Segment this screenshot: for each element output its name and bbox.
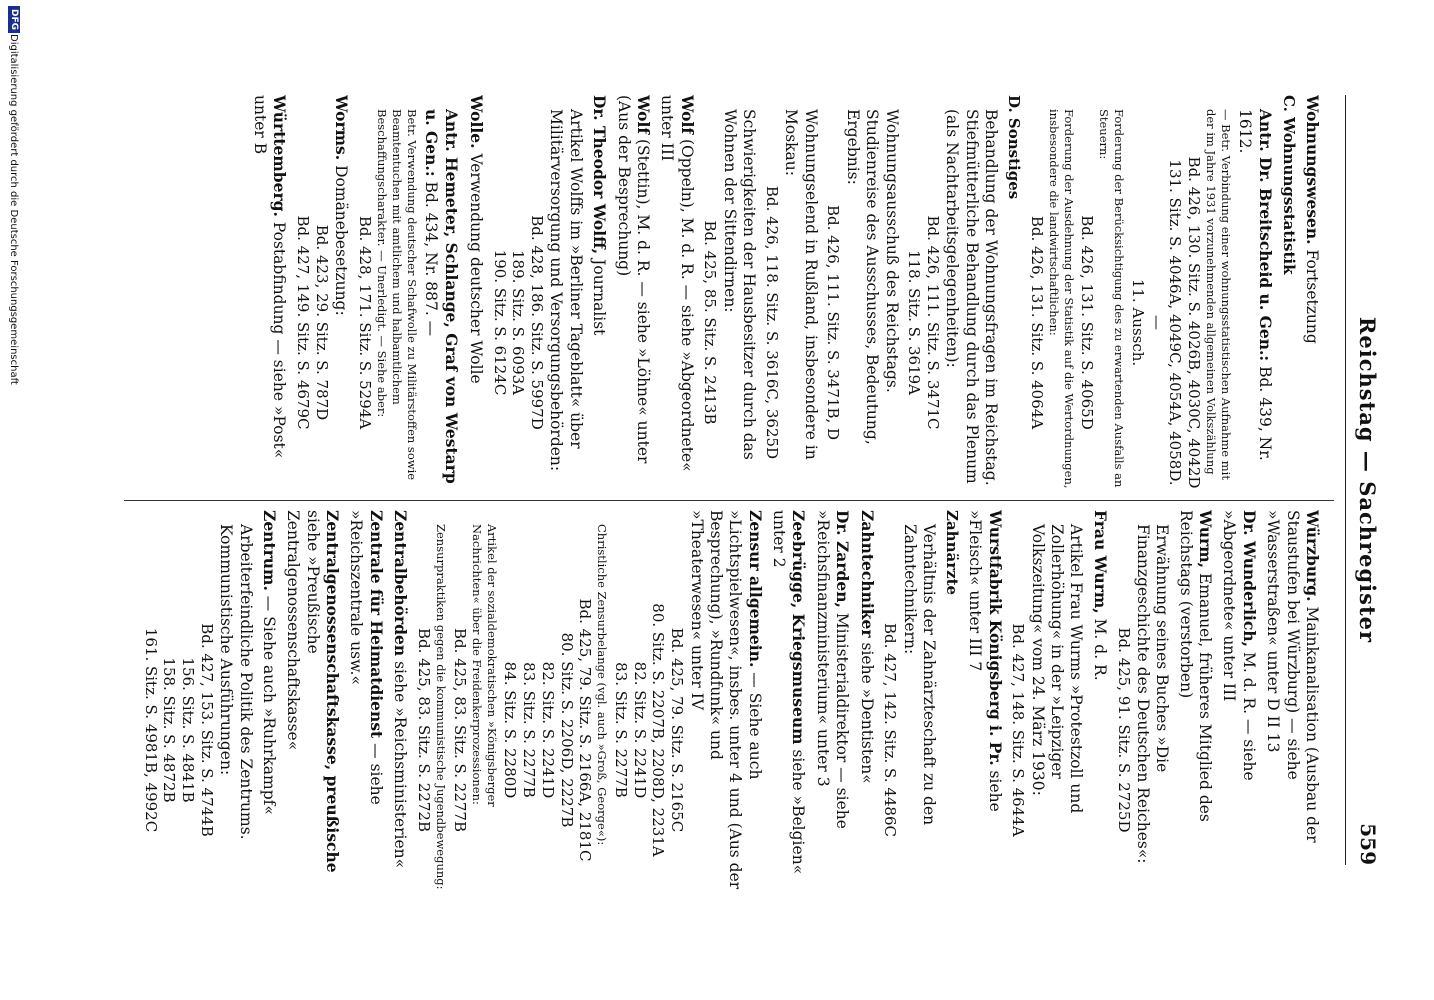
- entry-text: Bd. 439, Nr. 1612.: [1236, 109, 1274, 461]
- entry-keyword: Zentralgenossenschaftskasse, preußische: [323, 510, 343, 873]
- entry-text: Bd. 425, 91. Sitz. S. 2725D: [1114, 627, 1133, 833]
- entry-text: Bd. 426, 111. Sitz. S. 3471C: [924, 215, 943, 430]
- left-column: [116, 95, 1326, 490]
- entry-text: 156. Sitz. S. 4841B: [179, 657, 198, 803]
- entry-text: Mainkanalisation (Ausbau der Staustufen bei Würzburg) — siehe »Wasserstraßen« unter D II 13: [1264, 510, 1321, 843]
- entry-text: Bd. 425, 83. Sitz. S. 2277B: [450, 628, 469, 832]
- entry-text: Bd. 428, 171. Sitz. S. 5294A: [355, 215, 374, 430]
- entry-text: 118. Sitz. S. 3619A: [905, 250, 924, 395]
- index-entry: [813, 510, 853, 890]
- index-entry: [421, 95, 462, 490]
- index-entry: [259, 510, 279, 890]
- index-entry: [414, 510, 433, 890]
- index-entry: [1147, 95, 1185, 490]
- index-entry: [781, 95, 820, 490]
- entry-text: M. d. R. — siehe »Abgeordnete« unter III: [1220, 510, 1258, 781]
- entry-text: (Oppeln), M. d. R. — siehe »Abgeordnete« unter III: [658, 95, 696, 472]
- index-entry: [594, 510, 609, 890]
- entry-text: Bd. 426, 131. Sitz. S. 4064A: [1027, 215, 1046, 430]
- index-entry: [843, 95, 901, 490]
- entry-text: Artikel Frau Wurms »Protestzoll und Zollerhöhung« in der »Leipziger Volkszeitung« vom 24. März 1930:: [1028, 524, 1086, 814]
- entry-keyword: Worms.: [332, 95, 352, 161]
- index-entry: [923, 95, 942, 490]
- right-column: [116, 510, 1326, 890]
- index-entry: [720, 95, 759, 490]
- entry-text: — siehe »Reichszentrale usw.«: [347, 510, 385, 805]
- entry-text: 80. Sitz. S. 2206D, 2227B: [557, 632, 576, 828]
- entry-text: — Siehe auch »Lichtspielwesen«, insbes. unter 4 und (Aus der Besprechung), »Rundfunk« und »Theaterwesen« unter IV: [687, 510, 764, 890]
- entry-text: Artikel Wolffs im »Berliner Tageblatt« über Militärversorgung und Versorgungsbehörden:: [547, 109, 585, 472]
- entry-text: 131. Sitz. S. 4046A, 4049C, 4054A, 4058D. —: [1147, 159, 1185, 486]
- index-entry: [466, 95, 486, 490]
- entry-text: Bd. 423, 29. Sitz. S. 787D: [312, 224, 331, 421]
- index-entry: [178, 510, 197, 890]
- entry-text: siehe »Reichsministerien«: [391, 661, 410, 869]
- entry-text: Erwähnung seines Buches »Die Finanzgeschichte des Deutschen Reiches«:: [1134, 524, 1172, 864]
- entry-keyword: Frau Wurm,: [1090, 510, 1110, 614]
- index-entry: [576, 510, 595, 890]
- index-entry: [374, 95, 419, 490]
- entry-text: siehe »Preußische Zentralgenossenschaftskasse«: [284, 510, 322, 751]
- index-entry: [589, 95, 609, 490]
- entry-text: 11. Aussch.: [1129, 278, 1147, 367]
- index-entry: [450, 510, 469, 890]
- index-entry: [346, 510, 386, 890]
- entry-text: Bd. 427, 148. Sitz. S. 4644A: [1009, 623, 1028, 837]
- entry-text: 82. Sitz. S. 2241D: [538, 661, 557, 799]
- entry-text: 80. Sitz. S. 2207B, 2208D, 2231A: [649, 603, 668, 857]
- index-entry: [1175, 510, 1215, 890]
- index-entry: [546, 95, 585, 490]
- entry-text: — Betr. Verbindung einer wohnungsstatistischen Aufnahme mit der im Jahre 1931 vorzunehmenden allgemeinen Volkszählung: [1204, 109, 1234, 480]
- entry-text: M. d. R.: [1090, 618, 1109, 681]
- entry-text: Forderung der Ausdehnung der Statistik auf die Wertordnungen, insbesondere die landwirtschaftlichen:: [1046, 109, 1076, 489]
- entry-text: Bd. 426, 130. Sitz. S. 4026B, 4030C, 4042D: [1185, 156, 1204, 489]
- entry-text: 83. Sitz. S. 2277B: [520, 662, 539, 798]
- index-entry: [1302, 95, 1322, 490]
- entry-text: Fortsetzung: [1303, 249, 1321, 344]
- column-divider: [124, 500, 1334, 501]
- entry-text: (Stettin), M. d. R. — siehe »Löhne« unter (Aus der Besprechung): [614, 95, 652, 464]
- entry-text: Verhältnis der Zahnärzteschaft zu den Zahntechnikern:: [900, 524, 939, 826]
- index-entry: [613, 95, 653, 490]
- page-number: 559: [1356, 823, 1380, 865]
- index-entry: [1185, 95, 1204, 490]
- entry-text: Ministerialdirektor — siehe »Reichsfinanzministerium« unter 3: [813, 510, 852, 829]
- index-entry: [701, 95, 720, 490]
- entry-text: 82. Sitz. S. 2241D: [630, 661, 649, 799]
- index-entry: [1128, 95, 1147, 490]
- entry-keyword: Zentrum.: [260, 510, 279, 591]
- entry-text: 83. Sitz. S. 2277B: [612, 662, 630, 798]
- index-entry: [686, 510, 765, 890]
- index-entry: [527, 95, 546, 490]
- entry-keyword: Zentrale für Heimatdienst: [366, 510, 386, 739]
- index-entry: [769, 510, 809, 890]
- index-entry: [1133, 510, 1172, 890]
- entry-text: Bd. 425, 83. Sitz. S. 2272B: [415, 628, 433, 832]
- index-entry: [509, 95, 528, 490]
- entry-text: 190. Sitz. S. 6124C: [490, 249, 509, 396]
- index-entry: [1114, 510, 1133, 890]
- index-entry: [390, 510, 410, 890]
- entry-keyword: Zahnärzte: [942, 510, 961, 596]
- entry-text: 158. Sitz. S. 4872B: [160, 657, 179, 803]
- index-entry: [942, 95, 1000, 490]
- entry-text: — Siehe auch »Ruhrkampf«: [260, 595, 278, 815]
- entry-keyword: Dr. Theodor Wolff,: [590, 95, 610, 255]
- index-entry: [762, 95, 781, 490]
- entry-text: Arbeiterfeindliche Politik des Zentrums. Kommunistische Ausführungen:: [217, 524, 255, 840]
- entry-text: Bd. 428, 186. Sitz. S. 5997D: [528, 215, 547, 430]
- index-entry: [942, 510, 961, 890]
- entry-keyword: Wolf: [677, 95, 697, 135]
- entry-keyword: Zentralbehörden: [391, 510, 411, 657]
- entry-keyword: Württemberg.: [270, 95, 290, 217]
- index-entry: [1009, 510, 1028, 890]
- entry-text: Schwierigkeiten der Hausbesitzer durch das Wohnen der Sittendirnen:: [720, 109, 759, 460]
- index-entry: [538, 510, 557, 890]
- header-rule: [1345, 95, 1346, 865]
- entry-text: Emanuel, früheres Mitglied des Reichstags (verstorben): [1176, 510, 1215, 822]
- index-entry: [1263, 510, 1322, 890]
- entry-text: Bd. 426, 111. Sitz. S. 3471B, D: [824, 204, 843, 441]
- entry-text: Betr. Verwendung deutscher Schafwolle zu Militärstoffen sowie Beamtentuchen mit amtlichem und halbamtlichem Beschaffungscharakter. — Unerledigt. — Siehe aber:: [374, 109, 419, 481]
- index-entry: [355, 95, 374, 490]
- entry-keyword: Wohnungswesen.: [1303, 95, 1322, 245]
- entry-text: Bd. 434, Nr. 887. —: [422, 181, 441, 337]
- index-entry: [1096, 95, 1126, 490]
- entry-text: Bd. 427, 142. Sitz. S. 4486C: [881, 623, 900, 837]
- index-entry: [283, 510, 342, 890]
- entry-text: Christliche Zensurbelange (vgl. auch »Groß, George«):: [595, 524, 610, 846]
- page-header: [1350, 95, 1380, 865]
- page-footer: [2, 0, 22, 1000]
- entry-text: Verwendung deutscher Wolle: [466, 153, 485, 384]
- entry-text: siehe »Fleisch« unter III 7: [966, 510, 1004, 812]
- entry-keyword: Würzburg.: [1303, 510, 1322, 602]
- index-entry: [293, 95, 312, 490]
- page-title: Reichstag — Sachregister: [1355, 316, 1380, 644]
- index-entry: [312, 95, 331, 490]
- entry-keyword: Antr. Dr. Breitscheid u. Gen.:: [1255, 109, 1275, 362]
- entry-text: Bd. 426, 118. Sitz. S. 3616C, 3625D: [763, 185, 781, 460]
- index-entry: [1219, 510, 1259, 890]
- index-entry: [1004, 95, 1023, 490]
- index-entry: [1027, 95, 1046, 490]
- footer-credit: Digitalisierung gefördert durch die Deutsche Forschungsgemeinschaft: [8, 34, 19, 385]
- entry-keyword: Antr. Hemeter, Schlange, Graf von Westarp u. Gen.:: [422, 109, 462, 484]
- index-entry: [519, 510, 538, 890]
- index-entry: [160, 510, 179, 890]
- index-entry: [1090, 510, 1110, 890]
- index-entry: [197, 510, 216, 890]
- index-entry: [824, 95, 843, 490]
- index-entry: [668, 510, 687, 890]
- entry-text: siehe »Dentisten«: [857, 642, 876, 784]
- entry-text: Bd. 425, 79. Sitz. S. 2165C: [668, 627, 687, 833]
- entry-text: Domänebesetzung:: [332, 165, 351, 316]
- index-entry: [250, 95, 290, 490]
- entry-text: Wohnungsausschuß des Reichstags. Studienreise des Ausschusses, Bedeutung, Ergebnis:: [843, 109, 901, 445]
- entry-keyword: Zahntechniker: [857, 510, 877, 638]
- index-entry: [490, 95, 509, 490]
- entry-text: Bd. 426, 131. Sitz. S. 4065D: [1078, 215, 1097, 430]
- entry-keyword: Wolle.: [466, 95, 486, 149]
- index-entry: [630, 510, 649, 890]
- index-entry: [216, 510, 255, 890]
- entry-text: Forderung der Berücksichtigung des zu erwartenden Ausfalls an Steuern:: [1097, 109, 1127, 488]
- index-entry: [1279, 95, 1298, 490]
- index-entry: [611, 510, 630, 890]
- index-entry: [1235, 95, 1275, 490]
- entry-keyword: Zensur allgemein.: [745, 510, 765, 668]
- entry-keyword: Dr. Zarden,: [833, 510, 853, 608]
- index-entry: [649, 510, 668, 890]
- index-entry: [856, 510, 876, 890]
- index-entry: [557, 510, 576, 890]
- index-entry: [1046, 95, 1076, 490]
- entry-text: Artikel der sozialdemokratischen »Königsberger Nachrichten« über die Freidenkerprozessionen:: [469, 524, 499, 807]
- entry-keyword: Dr. Wunderlich,: [1239, 510, 1259, 648]
- entry-keyword: Wurstfabrik Königsberg i. Pr.: [985, 510, 1005, 766]
- index-entry: [469, 510, 499, 890]
- entry-text: Bd. 427, 149. Sitz. S. 4679C: [294, 215, 313, 430]
- entry-text: 161. Sitz. S. 4981B, 4992C: [141, 627, 160, 833]
- entry-text: Bd. 425, 85. Sitz. S. 2413B: [701, 220, 720, 425]
- entry-keyword: C. Wohnungsstatistik: [1279, 95, 1298, 275]
- index-entry: [141, 510, 160, 890]
- index-entry: [1203, 95, 1233, 490]
- entry-text: Journalist: [590, 259, 609, 336]
- entry-keyword: Zeebrügge, Kriegsmuseum: [789, 510, 809, 745]
- index-entry: [331, 95, 351, 490]
- entry-text: Bd. 425, 79. Sitz. S. 2166A, 2181C: [576, 598, 595, 862]
- entry-text: Bd. 427, 153. Sitz. S. 4744B: [197, 623, 216, 837]
- index-entry: [965, 510, 1005, 890]
- dfg-logo: DFG: [8, 6, 20, 33]
- index-entry: [881, 510, 900, 890]
- index-entry: [905, 95, 924, 490]
- entry-text: 84. Sitz. S. 2280D: [501, 661, 520, 799]
- entry-keyword: Wolf: [634, 95, 653, 135]
- index-entry: [657, 95, 697, 490]
- index-entry: [1078, 95, 1097, 490]
- entry-text: Postabfindung — siehe »Post« unter B: [250, 95, 289, 459]
- index-entry: [501, 510, 520, 890]
- entry-text: Zensurpraktiken gegen die kommunistische Jugendbewegung:: [433, 524, 448, 890]
- index-entry: [899, 510, 938, 890]
- entry-text: Behandlung der Wohnungsfragen im Reichstag. Stiefmütterliche Behandlung durch das Plenum (als Nachtarbeitsgelegenheiten):: [943, 109, 1001, 486]
- entry-text: siehe »Belgien« unter 2: [770, 510, 808, 875]
- entry-text: Wohnungselend in Rußland, insbesondere in Moskau:: [782, 109, 820, 460]
- index-entry: [433, 510, 448, 890]
- entry-keyword: Wurm,: [1196, 510, 1216, 569]
- entry-text: 189. Sitz. S. 6093A: [509, 250, 528, 395]
- entry-keyword: D. Sonstiges: [1005, 95, 1023, 200]
- index-entry: [1027, 510, 1085, 890]
